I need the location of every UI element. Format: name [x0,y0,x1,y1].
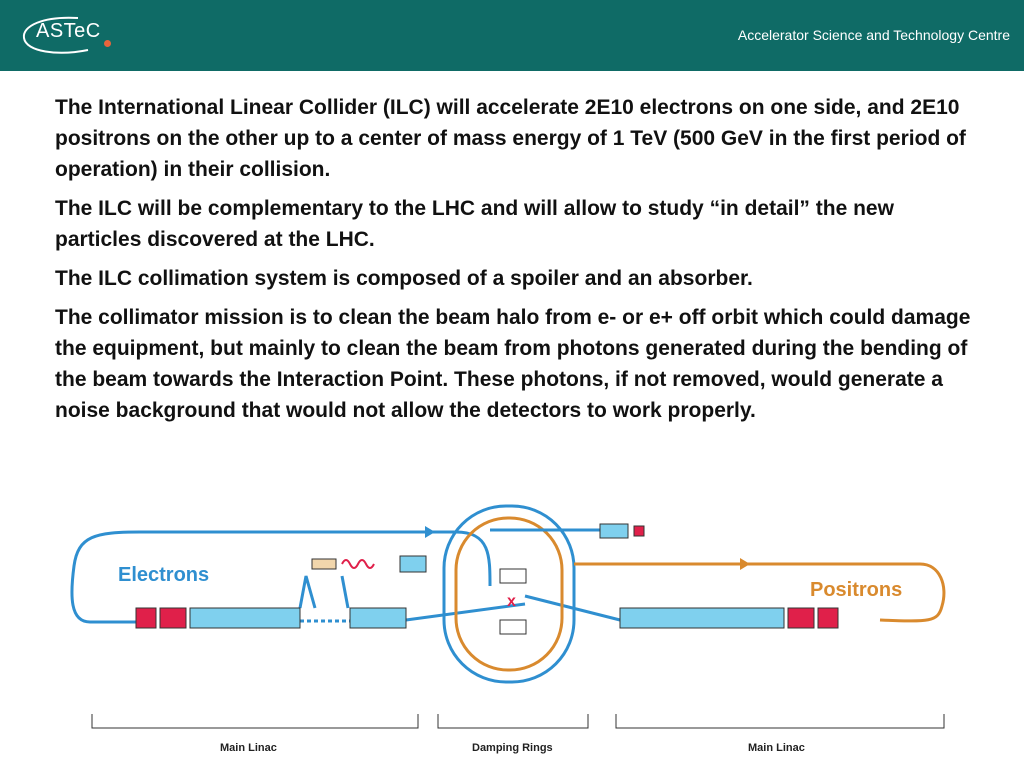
paragraph-ilc-intro: The International Linear Collider (ILC) will accelerate 2E10 electrons on one side, and 2E10 positrons on the other up to a center of mass energy of 1 TeV (500 GeV in the first period of operation) in their collision. [55,96,966,181]
electron-source-2 [160,608,186,628]
undulator-box [312,559,336,569]
header-title: Accelerator Science and Technology Centre [737,27,1010,43]
bracket-main-linac-right [616,714,944,728]
electron-linac-2 [350,608,406,628]
positrons-label: Positrons [810,579,903,601]
undulator-wave-icon [342,560,374,568]
electron-ring-exit [342,576,348,608]
header-bar [0,0,1024,71]
electron-source-1 [136,608,156,628]
positron-source-2 [818,608,838,628]
damping-rings-label: Damping Rings [472,742,553,754]
logo-dot-icon [104,40,111,47]
bracket-main-linac-left [92,714,418,728]
paragraph-collimation: The ILC collimation system is composed of a spoiler and an absorber. [55,267,753,290]
positron-arrow-icon [740,558,750,570]
paragraph-collimator-mission: The collimator mission is to clean the beam halo from e- or e+ off orbit which could damage the equipment, but mainly to clean the beam from photons generated during the bending of the beam towards the Interaction Point. These photons, if not removed, would generate a noise background that would not allow the detectors to work properly. [55,306,971,422]
electron-ring-link [300,576,315,608]
positron-source-1 [788,608,814,628]
electron-linac-1 [190,608,300,628]
positron-linac [620,608,784,628]
main-linac-right-label: Main Linac [748,742,805,754]
logo-text: ASTeC [36,20,101,42]
undulator-target [400,556,426,572]
collision-mark-icon: x [507,593,516,610]
top-source-target [634,526,644,536]
ring-box-bottom [500,620,526,634]
astec-logo [18,14,118,58]
electrons-label: Electrons [118,564,210,586]
bracket-damping-rings [438,714,588,728]
electron-arrow-icon [425,526,435,538]
ilc-diagram [60,496,960,764]
ring-box-top [500,569,526,583]
paragraph-lhc: The ILC will be complementary to the LHC and will allow to study “in detail” the new particles discovered at the LHC. [55,197,894,251]
main-linac-left-label: Main Linac [220,742,277,754]
top-source-box [600,524,628,538]
slide-body [55,92,985,434]
